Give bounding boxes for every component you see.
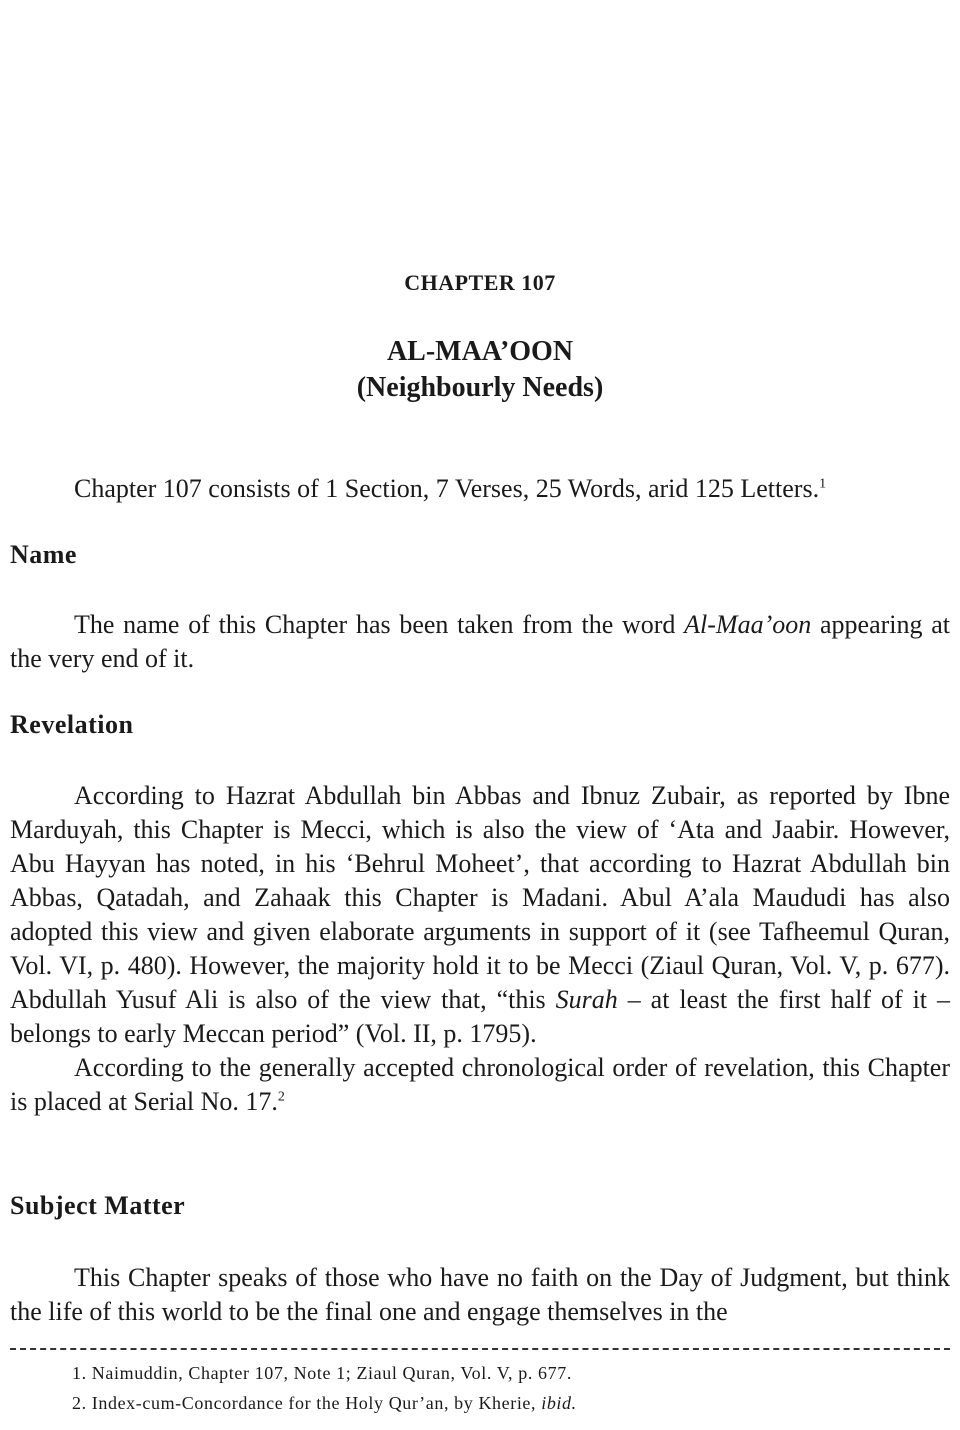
name-text-before: The name of this Chapter has been taken from the word xyxy=(74,610,685,639)
section-heading-subject-matter: Subject Matter xyxy=(10,1191,186,1220)
chapter-title: AL-MAA’OON xyxy=(386,336,574,367)
name-term: Al-Maa’oon xyxy=(684,610,812,639)
subject-paragraph: This Chapter speaks of those who have no faith on the Day of Judgment, but think the life of this world to be the final one and engage themselves in the xyxy=(10,1263,950,1326)
footnote-divider xyxy=(10,1348,950,1350)
chapter-subtitle: (Neighbourly Needs) xyxy=(356,372,604,403)
revelation-paragraph-1 xyxy=(10,779,950,1051)
revelation-p1-before: According to Hazrat Abdullah bin Abbas and Ibnuz Zubair, as reported by Ibne Marduyah, this Chapter is Mecci, which is also the view of ‘Ata and Jaabir. However, Abu Hayyan has noted, in his ‘Behrul Moheet’, that according to Hazrat Abdullah bin Abbas, Qatadah, and Zahaak this Chapter is Madani. Abul A’ala Maududi has also adopted this view and given elaborate arguments in support of it (see Tafheemul Quran, Vol. VI, p. 480). However, the majority hold it to be Mecci (Ziaul Quran, Vol. V, p. 677). Abdullah Yusuf Ali is also of the view that, “this xyxy=(10,781,950,1014)
section-heading-revelation: Revelation xyxy=(10,710,134,739)
footnote-ref-2[interactable]: 2 xyxy=(277,1089,285,1105)
section-heading-name: Name xyxy=(10,540,77,569)
footnote-2-text: 2. Index-cum-Concordance for the Holy Qur’an, by Kherie, xyxy=(72,1393,542,1413)
chapter-number: CHAPTER 107 xyxy=(404,270,556,295)
footnote-2-term: ibid. xyxy=(541,1393,577,1413)
intro-text: Chapter 107 consists of 1 Section, 7 Verses, 25 Words, arid 125 Letters. xyxy=(74,474,820,503)
revelation-paragraphs xyxy=(10,779,950,1119)
footnote-ref-1[interactable]: 1 xyxy=(819,476,827,492)
intro-paragraph xyxy=(10,472,950,506)
revelation-paragraph-2 xyxy=(10,1051,950,1119)
footnote-1: 1. Naimuddin, Chapter 107, Note 1; Ziaul Quran, Vol. V, p. 677. xyxy=(72,1363,572,1383)
footnotes xyxy=(72,1358,577,1418)
revelation-p2-text: According to the generally accepted chronological order of revelation, this Chapter is placed at Serial No. 17. xyxy=(10,1053,950,1116)
name-text-after: appearing at the very end of it. xyxy=(10,610,950,673)
chapter-title-block xyxy=(0,334,960,406)
revelation-p1-term: Surah xyxy=(555,985,618,1014)
revelation-p1-after: – at least the first half of it – belongs to early Meccan period” (Vol. II, p. 1795). xyxy=(10,985,950,1048)
footnote-2 xyxy=(72,1388,577,1418)
name-paragraph xyxy=(10,608,950,676)
